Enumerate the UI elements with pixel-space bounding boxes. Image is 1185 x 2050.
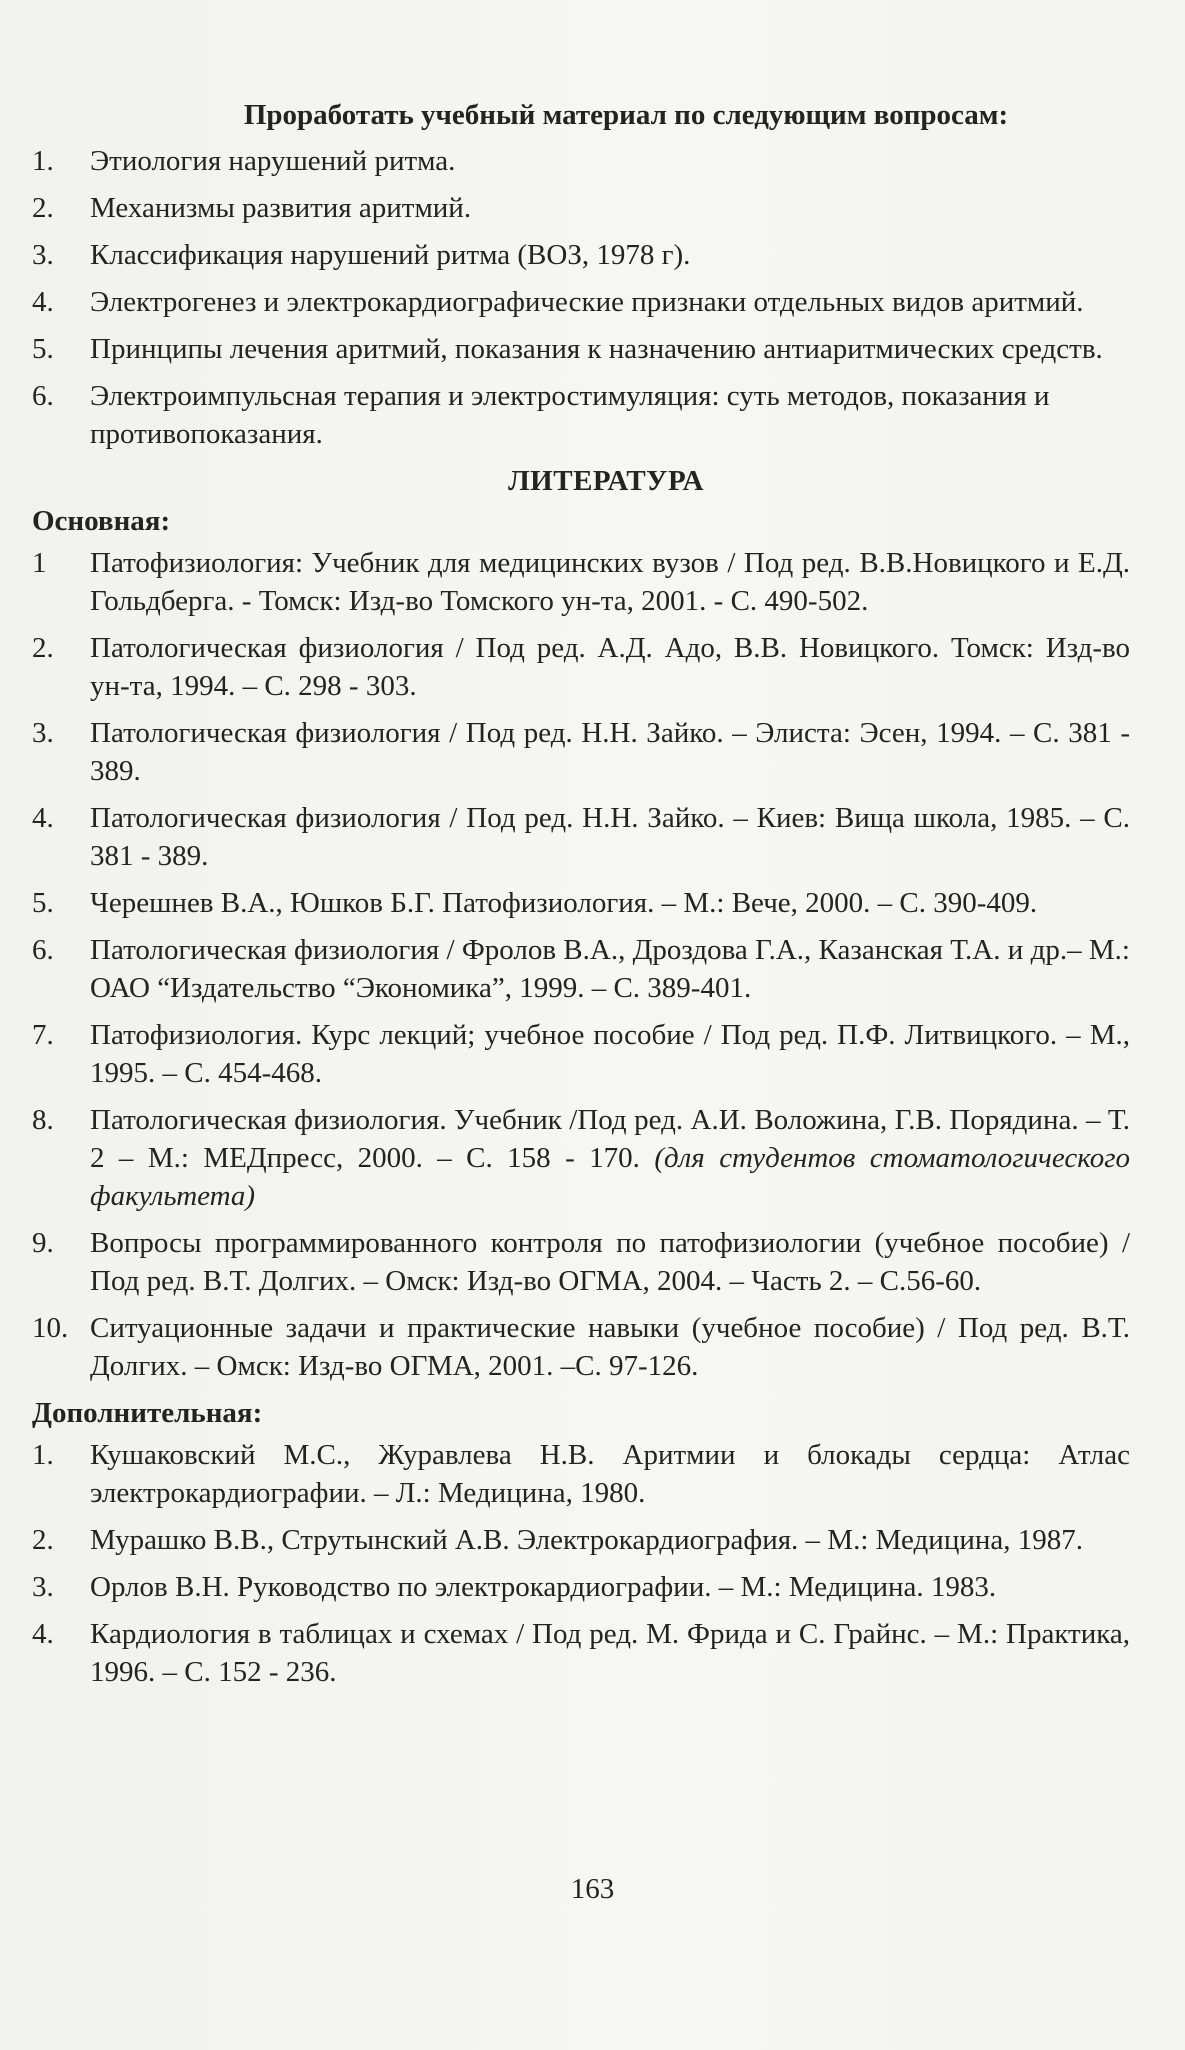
question-number: 4. <box>32 286 54 318</box>
reference-number: 9. <box>32 1227 54 1259</box>
reference-item <box>32 714 1130 790</box>
reference-number: 4. <box>32 802 54 834</box>
main-literature-list <box>32 544 1130 1385</box>
reference-text: Кардиология в таблицах и схемах / Под ред. М. Фрида и С. Грайнс. – М.: Практика, 1996. – С. 152 - 236. <box>90 1618 1130 1688</box>
reference-item <box>32 931 1130 1007</box>
reference-text: Ситуационные задачи и практические навыки (учебное пособие) / Под ред. В.Т. Долгих. – Омск: Изд-во ОГМА, 2001. –С. 97-126. <box>90 1312 1130 1382</box>
literature-title: ЛИТЕРАТУРА <box>508 465 704 497</box>
reference-number: 7. <box>32 1019 54 1051</box>
reference-number: 1 <box>32 547 47 579</box>
question-number: 3. <box>32 239 54 271</box>
question-item <box>32 283 1130 321</box>
question-number: 5. <box>32 333 54 365</box>
question-number: 1. <box>32 145 54 177</box>
reference-text-wrapper <box>90 1101 1130 1215</box>
reference-text: Патологическая физиология / Фролов В.А., Дроздова Г.А., Казанская Т.А. и др.– М.: ОАО “Издательство “Экономика”, 1999. – С. 389-401. <box>90 934 1130 1004</box>
reference-text: Патологическая физиология. Учебник /Под ред. А.И. Воложина, Г.В. Порядина. – Т. 2 – М.: МЕДпресс, 2000. – С. 158 - 170. <box>90 1104 1130 1174</box>
reference-item <box>32 1224 1130 1300</box>
reference-item <box>32 884 1130 922</box>
question-item <box>32 189 1130 227</box>
main-literature-label: Основная: <box>32 505 171 537</box>
question-number: 6. <box>32 380 54 412</box>
reference-number: 2. <box>32 1524 54 1556</box>
reference-item <box>32 1016 1130 1092</box>
reference-text: Кушаковский М.С., Журавлева Н.В. Аритмии и блокады сердца: Атлас электрокардиографии. – Л.: Медицина, 1980. <box>90 1439 1130 1509</box>
reference-number: 8. <box>32 1104 54 1136</box>
question-item <box>32 377 1130 453</box>
reference-number: 3. <box>32 717 54 749</box>
extra-literature-label: Дополнительная: <box>32 1397 263 1429</box>
reference-item <box>32 1615 1130 1691</box>
question-text: Электрогенез и электрокардиографические признаки отдельных видов аритмий. <box>90 286 1084 318</box>
reference-text: Черешнев В.А., Юшков Б.Г. Патофизиология. – М.: Вече, 2000. – С. 390-409. <box>90 887 1038 919</box>
reference-note: (для студентов стоматологического факультета) <box>90 1142 1131 1212</box>
question-text: Классификация нарушений ритма (ВОЗ, 1978 г). <box>90 239 691 271</box>
page-content <box>32 96 1130 1700</box>
reference-text: Патофизиология. Курс лекций; учебное пособие / Под ред. П.Ф. Литвицкого. – М., 1995. – С. 454-468. <box>90 1019 1130 1089</box>
reference-number: 6. <box>32 934 54 966</box>
question-text: Электроимпульсная терапия и электростимуляция: суть методов, показания и противопоказания. <box>90 380 1050 450</box>
reference-text: Орлов В.Н. Руководство по электрокардиографии. – М.: Медицина. 1983. <box>90 1571 997 1603</box>
reference-text: Патологическая физиология / Под ред. А.Д. Адо, В.В. Новицкого. Томск: Изд-во ун-та, 1994. – С. 298 - 303. <box>90 632 1130 702</box>
question-item <box>32 142 1130 180</box>
reference-number: 3. <box>32 1571 54 1603</box>
question-item <box>32 330 1130 368</box>
study-questions-list <box>32 142 1130 453</box>
reference-number: 2. <box>32 632 54 664</box>
question-item <box>32 236 1130 274</box>
reference-item <box>32 1568 1130 1606</box>
reference-text: Патологическая физиология / Под ред. Н.Н. Зайко. – Киев: Вища школа, 1985. – С. 381 - 389. <box>90 802 1130 872</box>
question-text: Этиология нарушений ритма. <box>90 145 456 177</box>
reference-text: Мурашко В.В., Струтынский А.В. Электрокардиография. – М.: Медицина, 1987. <box>90 1524 1083 1556</box>
reference-item <box>32 1309 1130 1385</box>
reference-number: 1. <box>32 1439 54 1471</box>
question-text: Механизмы развития аритмий. <box>90 192 472 224</box>
reference-item <box>32 799 1130 875</box>
reference-text: Патофизиология: Учебник для медицинских вузов / Под ред. В.В.Новицкого и Е.Д. Гольдберга. - Томск: Изд-во Томского ун-та, 2001. - С. 490-502. <box>90 547 1130 617</box>
study-questions-heading: Проработать учебный материал по следующим вопросам: <box>243 99 1009 131</box>
extra-literature-list <box>32 1436 1130 1691</box>
reference-item <box>32 1521 1130 1559</box>
question-number: 2. <box>32 192 54 224</box>
reference-item <box>32 1101 1130 1215</box>
page-number: 163 <box>570 1873 615 1905</box>
reference-text: Вопросы программированного контроля по патофизиологии (учебное пособие) / Под ред. В.Т. Долгих. – Омск: Изд-во ОГМА, 2004. – Часть 2. – С.56-60. <box>90 1227 1130 1297</box>
question-text: Принципы лечения аритмий, показания к назначению антиаритмических средств. <box>90 333 1103 365</box>
reference-text: Патологическая физиология / Под ред. Н.Н. Зайко. – Элиста: Эсен, 1994. – С. 381 - 389. <box>90 717 1130 787</box>
reference-number: 4. <box>32 1618 54 1650</box>
reference-item <box>32 629 1130 705</box>
reference-item <box>32 1436 1130 1512</box>
reference-number: 5. <box>32 887 54 919</box>
reference-item <box>32 544 1130 620</box>
reference-number: 10. <box>32 1312 69 1344</box>
